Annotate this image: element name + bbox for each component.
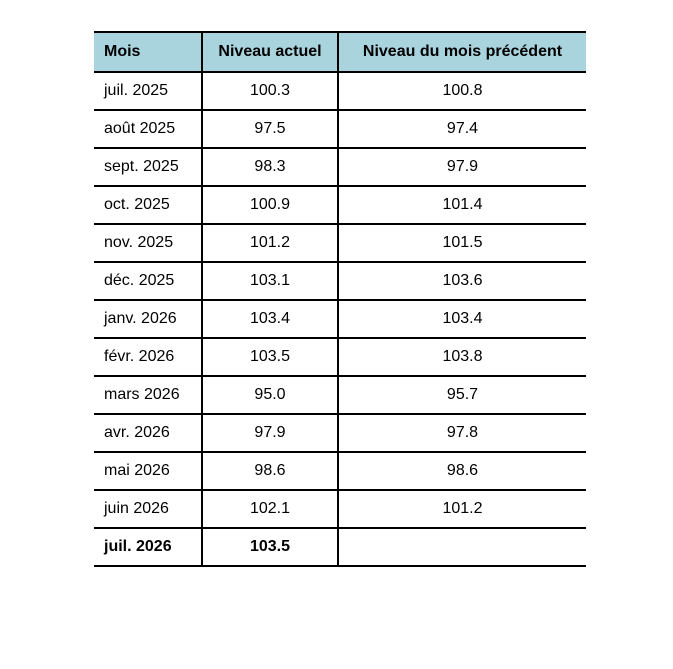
table-row (94, 528, 586, 566)
cell-current-level: 101.2 (202, 224, 338, 262)
cell-current-level: 97.9 (202, 414, 338, 452)
cell-previous-level (338, 528, 586, 566)
cell-month: déc. 2025 (94, 262, 202, 300)
table-row (94, 452, 586, 490)
cell-month: avr. 2026 (94, 414, 202, 452)
header-row (94, 32, 586, 72)
table-body (94, 72, 586, 566)
table-row (94, 110, 586, 148)
cell-current-level: 95.0 (202, 376, 338, 414)
cell-month: mai 2026 (94, 452, 202, 490)
table-row (94, 490, 586, 528)
cell-previous-level: 103.6 (338, 262, 586, 300)
cell-current-level: 103.5 (202, 338, 338, 376)
table-row (94, 414, 586, 452)
header-current-level: Niveau actuel (202, 32, 338, 72)
table-row (94, 376, 586, 414)
cell-previous-level: 95.7 (338, 376, 586, 414)
cell-previous-level: 97.4 (338, 110, 586, 148)
cell-month: nov. 2025 (94, 224, 202, 262)
table-row (94, 148, 586, 186)
cell-previous-level: 101.5 (338, 224, 586, 262)
cell-month: juil. 2026 (94, 528, 202, 566)
cell-previous-level: 103.8 (338, 338, 586, 376)
table-row (94, 72, 586, 110)
cell-current-level: 103.4 (202, 300, 338, 338)
cell-previous-level: 103.4 (338, 300, 586, 338)
cell-current-level: 103.5 (202, 528, 338, 566)
table-row (94, 262, 586, 300)
cell-previous-level: 97.9 (338, 148, 586, 186)
cell-previous-level: 100.8 (338, 72, 586, 110)
cell-current-level: 97.5 (202, 110, 338, 148)
cell-month: sept. 2025 (94, 148, 202, 186)
cell-current-level: 100.9 (202, 186, 338, 224)
cell-month: févr. 2026 (94, 338, 202, 376)
cell-current-level: 103.1 (202, 262, 338, 300)
cell-previous-level: 97.8 (338, 414, 586, 452)
data-table (94, 31, 586, 567)
cell-current-level: 98.6 (202, 452, 338, 490)
cell-current-level: 100.3 (202, 72, 338, 110)
header-month: Mois (94, 32, 202, 72)
cell-month: août 2025 (94, 110, 202, 148)
table-row (94, 186, 586, 224)
cell-month: oct. 2025 (94, 186, 202, 224)
cell-month: juil. 2025 (94, 72, 202, 110)
cell-current-level: 102.1 (202, 490, 338, 528)
table-row (94, 338, 586, 376)
table-row (94, 300, 586, 338)
table-row (94, 224, 586, 262)
cell-previous-level: 101.2 (338, 490, 586, 528)
cell-previous-level: 101.4 (338, 186, 586, 224)
header-previous-level: Niveau du mois précédent (338, 32, 586, 72)
cell-month: juin 2026 (94, 490, 202, 528)
cell-month: mars 2026 (94, 376, 202, 414)
cell-month: janv. 2026 (94, 300, 202, 338)
cell-previous-level: 98.6 (338, 452, 586, 490)
cell-current-level: 98.3 (202, 148, 338, 186)
